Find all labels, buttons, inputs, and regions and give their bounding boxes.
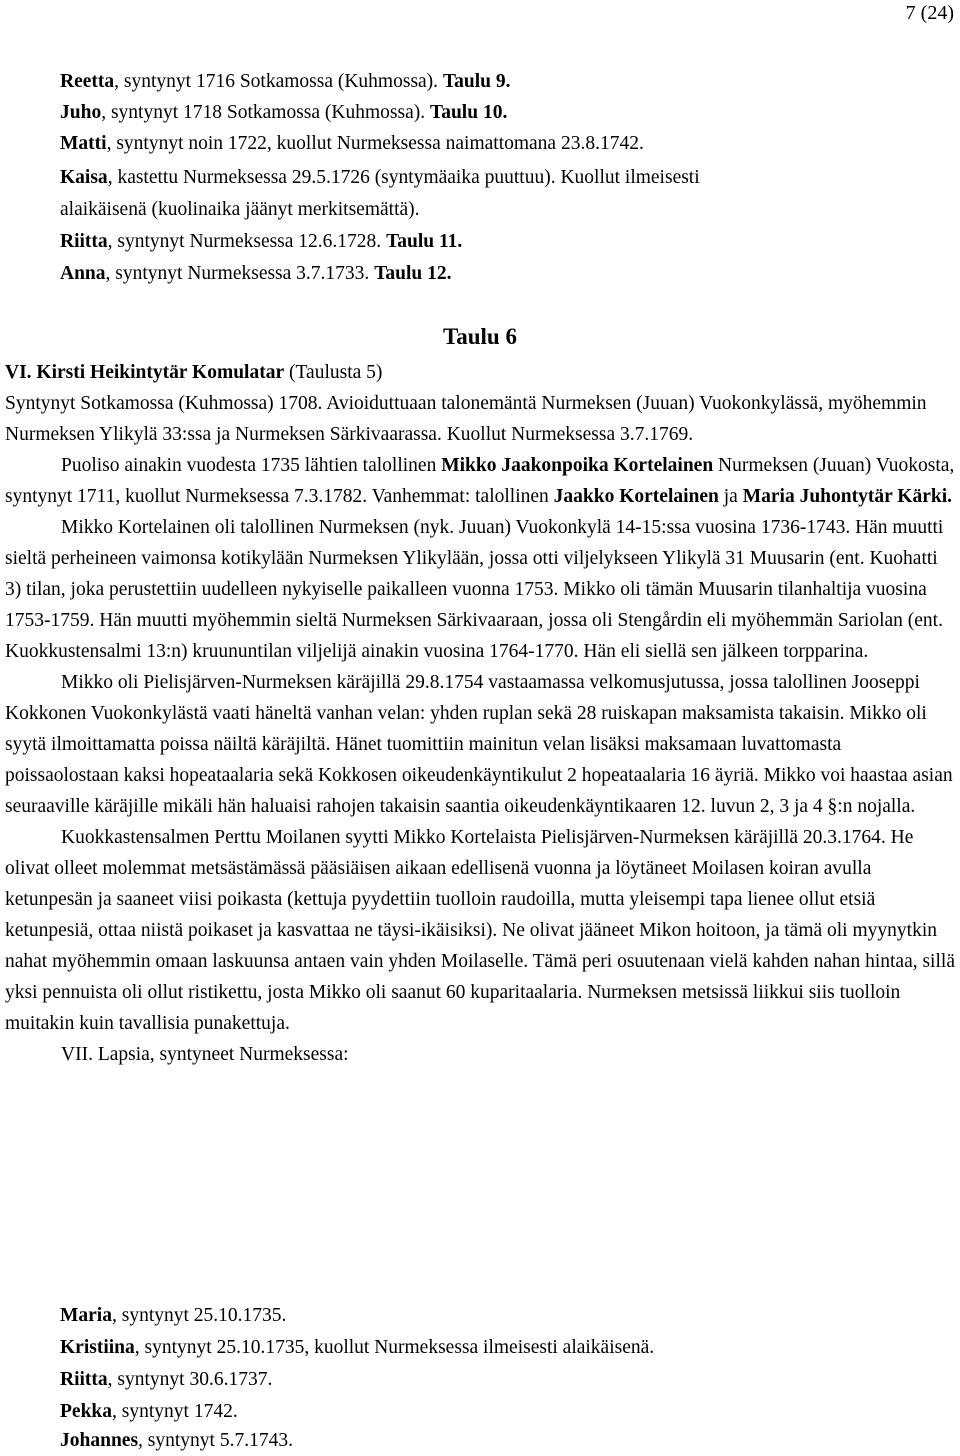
child-details: , syntynyt 25.10.1735, kuollut Nurmeksessa ilmeisesti alaikäisenä. [134, 1337, 655, 1358]
child-name: Pekka [60, 1401, 113, 1422]
child-name: Kaisa [60, 167, 108, 188]
child-details: , syntynyt 1718 Sotkamossa (Kuhmossa). [101, 102, 430, 123]
child-name: Reetta [60, 71, 115, 92]
list-item [60, 97, 507, 128]
child-name: Anna [60, 263, 106, 284]
child-details: , syntynyt Nurmeksessa 3.7.1733. [105, 263, 375, 284]
paragraph-birth: Syntynyt Sotkamossa (Kuhmossa) 1708. Avioiduttuaan talonemäntä Nurmeksen (Juuan) Vuokonkylässä, myöhemmin Nurmeksen Ylikylä 33:ssa ja Nurmeksen Särkivaarassa. Kuollut Nurmeksessa 3.7.1769. [5, 393, 927, 445]
child-name: Riitta [60, 231, 108, 252]
child-name: Juho [60, 102, 102, 123]
child-details: , syntynyt 30.6.1737. [107, 1369, 273, 1390]
paragraph-court-1764: Kuokkastensalmen Perttu Moilanen syytti Mikko Kortelaista Pielisjärven-Nurmeksen käräjillä 20.3.1764. He olivat olleet molemmat metsästämässä pääsiäisen aikaan edellisenä vuonna ja löytäneet Moilasen koiran avulla ketunpesän ja saaneet viisi poikasta (kettuja pyydettiin tuolloin raudoilla, mutta yleisempi tapa lienee ollut etsiä ketunpesiä, ottaa niistä poikaset ja kasvattaa ne täysi-ikäisiksi). Ne olivat jääneet Mikon hoitoon, ja tämä oli myynytkin nahat myöhemmin omaan laskuunsa antaen vain yhden Moilaselle. Tämä peri osuutenaan vielä kahden nahan hintaa, sillä yksi pennuista oli ollut ristikettu, josta Mikko oli saanut 60 kuparitaalaria. Nurmeksen metsissä liikkui siis tuolloin muitakin kuin tavallisia punakettuja. [5, 827, 955, 1034]
spouse-name: Mikko Jaakonpoika Kortelainen [441, 455, 714, 476]
child-details: , syntynyt Nurmeksessa 12.6.1728. [107, 231, 387, 252]
list-item [60, 1364, 272, 1395]
child-details: , syntynyt 1716 Sotkamossa (Kuhmossa). [114, 71, 443, 92]
table-reference: Taulu 9. [442, 71, 511, 92]
list-item [60, 1425, 293, 1456]
child-name: Kristiina [60, 1337, 135, 1358]
child-details: alaikäisenä (kuolinaika jäänyt merkitsemättä). [60, 199, 420, 220]
table-reference: Taulu 10. [430, 102, 508, 123]
list-item [60, 128, 644, 159]
paragraph-farm-history: Mikko Kortelainen oli talollinen Nurmeksen (nyk. Juuan) Vuokonkylä 14-15:ssa vuosina 1736-1743. Hän muutti sieltä perheineen vaimonsa kotikylään Nurmeksen Ylikylään, jossa otti viljelykseen Ylikylä 31 Muusarin (ent. Kuohatti 3) tilan, joka perustettiin uudelleen nykyiselle paikalleen vuonna 1753. Mikko oli tämän Muusarin tilanhaltija vuosina 1753-1759. Hän muutti myöhemmin sieltä Nurmeksen Särkivaaraan, jossa oli Stengårdin eli myöhemmän Sariolan (ent. Kuokkustensalmi 13:n) kruununtilan viljelijä ainakin vuosina 1764-1770. Hän eli siellä sen jälkeen torpparina. [5, 517, 944, 662]
source-reference: (Taulusta 5) [289, 362, 383, 383]
paragraph-spouse: Puoliso ainakin vuodesta 1735 lähtien talollinen Mikko Jaakonpoika Kortelainen Nurmeksen (Juuan) Vuokosta, syntynyt 1711, kuollut Nurmeksessa 7.3.1782. Vanhemmat: talollinen Jaakko Kortelainen ja Maria Juhontytär Kärki. [5, 455, 955, 507]
table-reference: Taulu 12. [374, 263, 452, 284]
list-item-continuation [60, 194, 420, 225]
list-item [60, 226, 462, 257]
table-reference: Taulu 11. [386, 231, 463, 252]
section-number: VI. [5, 362, 32, 383]
list-item [60, 162, 700, 193]
section-vii-heading: VII. Lapsia, syntyneet Nurmeksessa: [61, 1044, 349, 1065]
child-details: , syntynyt noin 1722, kuollut Nurmeksessa naimattomana 23.8.1742. [106, 133, 644, 154]
list-item [60, 258, 452, 289]
child-name: Matti [60, 133, 107, 154]
mother-name: Maria Juhontytär Kärki. [742, 486, 952, 507]
body-text [5, 388, 955, 1070]
child-details: , syntynyt 25.10.1735. [111, 1305, 287, 1326]
father-name: Jaakko Kortelainen [553, 486, 719, 507]
table-heading: Taulu 6 [443, 324, 517, 349]
page-number: 7 (24) [905, 2, 954, 24]
child-name: Riitta [60, 1369, 108, 1390]
child-name: Johannes [60, 1430, 139, 1451]
child-details: , syntynyt 1742. [112, 1401, 238, 1422]
list-item [60, 1396, 238, 1427]
child-details: , syntynyt 5.7.1743. [138, 1430, 293, 1451]
child-details: , kastettu Nurmeksessa 29.5.1726 (syntymäaika puuttuu). Kuollut ilmeisesti [107, 167, 700, 188]
list-item [60, 1332, 654, 1363]
person-name: Kirsti Heikintytär Komulatar [36, 362, 285, 383]
section-vi-header [5, 357, 382, 388]
list-item [60, 1300, 286, 1331]
paragraph-court-1754: Mikko oli Pielisjärven-Nurmeksen käräjillä 29.8.1754 vastaamassa velkomusjutussa, jossa talollinen Jooseppi Kokkonen Vuokonkylästä vaati häneltä vanhan velan: yhden ruplan sekä 28 ruiskapan maksamista takaisin. Mikko oli syytä ilmoittamatta poissa näiltä käräjiltä. Hänet tuomittiin mainitun velan lisäksi maksamaan luvattomasta poissaolostaan kaksi hopeataalaria sekä Kokkosen oikeudenkäyntikulut 2 hopeataalaria 16 äyriä. Mikko voi haastaa asian seuraaville käräjille mikäli hän haluaisi rahojen takaisin saantia oikeudenkäyntikaaren 12. luvun 2, 3 ja 4 §:n nojalla. [5, 672, 953, 817]
child-name: Maria [60, 1305, 112, 1326]
list-item [60, 66, 511, 97]
